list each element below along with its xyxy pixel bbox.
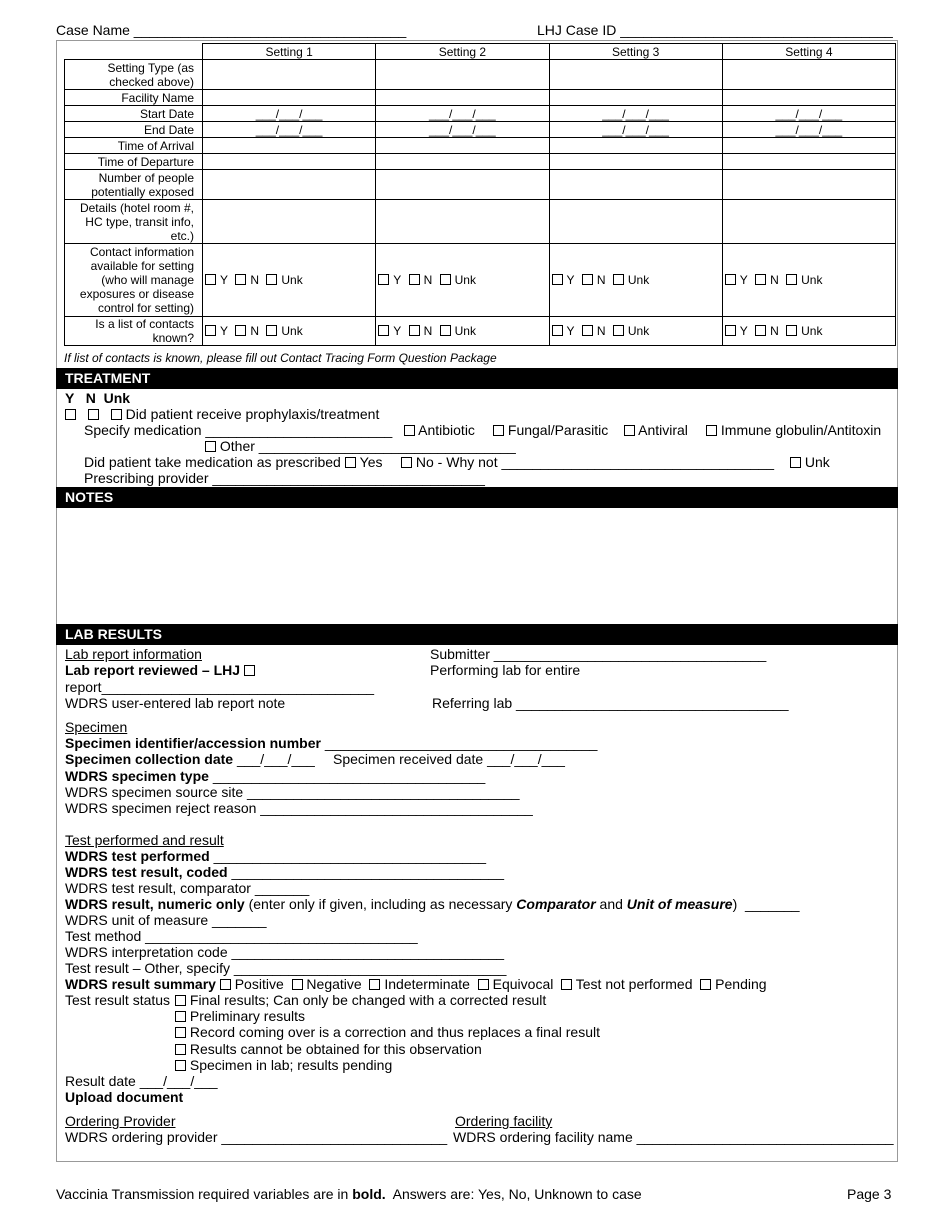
settings-table: [64, 43, 896, 346]
no-label: N: [596, 324, 606, 338]
test-result-coded-label: WDRS test result, coded: [65, 864, 228, 880]
status-option-preliminary: [175, 1008, 305, 1024]
unk-checkbox[interactable]: [790, 457, 801, 468]
yes-checkbox[interactable]: [205, 274, 216, 285]
lab-results-section-bar: LAB RESULTS: [56, 624, 898, 645]
no-label: N: [250, 273, 260, 287]
took-yes-option: [345, 454, 382, 470]
no-checkbox[interactable]: [88, 409, 99, 420]
date-field[interactable]: ___/___/___: [203, 106, 376, 122]
specimen-collection-label: Specimen collection date: [65, 751, 234, 767]
unit-of-measure-field[interactable]: WDRS unit of measure _______: [65, 912, 267, 928]
specimen-collection-row: [65, 751, 315, 767]
cell-input[interactable]: [376, 154, 549, 170]
unk-label: Unk: [281, 273, 303, 287]
antibiotic-option: [404, 422, 475, 438]
date-field[interactable]: ___/___/___: [722, 106, 895, 122]
cell-input[interactable]: [376, 138, 549, 154]
no-checkbox[interactable]: [582, 325, 593, 336]
ynu-group: [722, 244, 895, 317]
referring-lab-field[interactable]: Referring lab ___________________________________: [432, 695, 789, 711]
submitter-field[interactable]: Submitter ___________________________________: [430, 646, 767, 662]
footer-text-b: Answers are: Yes, No, Unknown to case: [385, 1186, 642, 1202]
ordering-provider-heading: Ordering Provider: [65, 1113, 176, 1129]
cell-input[interactable]: [549, 138, 722, 154]
unk-checkbox[interactable]: [111, 409, 122, 420]
yes-label: Y: [393, 273, 402, 287]
comparator-text: Comparator: [516, 896, 596, 912]
unit-of-measure-text: Unit of measure: [626, 896, 733, 912]
yes-label: Y: [393, 324, 402, 338]
table-row: [65, 317, 896, 346]
no-label: N: [770, 273, 779, 287]
table-header-row: [65, 44, 896, 60]
table-row: [65, 138, 896, 154]
unk-label: Unk: [804, 454, 830, 470]
cell-input[interactable]: [203, 154, 376, 170]
ordering-provider-field[interactable]: WDRS ordering provider _____________________________: [65, 1129, 448, 1145]
prophylaxis-row: [65, 406, 379, 422]
row-label-facility-name: Facility Name: [65, 90, 203, 106]
table-row: [65, 154, 896, 170]
immune-globulin-checkbox[interactable]: [706, 425, 717, 436]
date-field[interactable]: ___/___/___: [549, 106, 722, 122]
final-results-label: Final results; Can only be changed with a corrected result: [189, 992, 547, 1008]
cell-input[interactable]: [203, 60, 376, 90]
date-field[interactable]: ___/___/___: [203, 122, 376, 138]
took-medication-label: Did patient take medication as prescribed: [84, 454, 341, 470]
no-label: N: [770, 324, 779, 338]
lab-report-reviewed-row: [65, 662, 255, 678]
row-label-setting-type: Setting Type (as checked above): [65, 60, 203, 90]
test-performed-heading: Test performed and result: [65, 832, 224, 848]
cell-input[interactable]: [203, 138, 376, 154]
correction-checkbox[interactable]: [175, 1027, 186, 1038]
no-checkbox[interactable]: [401, 457, 412, 468]
specimen-identifier-label: Specimen identifier/accession number: [65, 735, 321, 751]
lab-report-info-heading: Lab report information: [65, 646, 202, 662]
yes-label: Y: [220, 324, 229, 338]
cell-input[interactable]: [549, 90, 722, 106]
specimen-identifier-field[interactable]: ___________________________________: [320, 735, 598, 751]
took-no-option: [401, 454, 774, 470]
result-numeric-blank: ) _______: [732, 896, 800, 912]
yes-checkbox[interactable]: [378, 274, 389, 285]
ynu-column-header: Y N Unk: [65, 390, 131, 406]
result-date-field[interactable]: Result date ___/___/___: [65, 1073, 218, 1089]
and-text: and: [595, 896, 627, 912]
footer-note: [56, 1186, 642, 1202]
cell-input[interactable]: [376, 200, 549, 244]
result-numeric-text: (enter only if given, including as necessary: [244, 896, 517, 912]
specimen-identifier-row: [65, 735, 597, 751]
status-option-cannot-obtain: [175, 1041, 482, 1057]
date-field[interactable]: ___/___/___: [722, 122, 895, 138]
unk-label: Unk: [627, 273, 650, 287]
test-result-coded-row: [65, 864, 504, 880]
unk-label: Unk: [281, 324, 303, 338]
antiviral-option: [624, 422, 688, 438]
test-method-field[interactable]: Test method ___________________________________: [65, 928, 418, 944]
cannot-obtain-checkbox[interactable]: [175, 1044, 186, 1055]
antibiotic-checkbox[interactable]: [404, 425, 415, 436]
column-header: Setting 1: [203, 44, 376, 60]
footer-text-a: Vaccinia Transmission required variables are in: [56, 1186, 353, 1202]
cell-input[interactable]: [203, 170, 376, 200]
footer-bold: bold.: [352, 1186, 386, 1202]
antiviral-label: Antiviral: [638, 422, 688, 438]
test-result-status-label: Test result status: [65, 992, 171, 1008]
row-label-start-date: Start Date: [65, 106, 203, 122]
preliminary-results-label: Preliminary results: [189, 1008, 306, 1024]
unk-label: Unk: [454, 324, 476, 338]
status-option-final: [175, 992, 546, 1008]
cell-input[interactable]: [203, 200, 376, 244]
antiviral-checkbox[interactable]: [624, 425, 635, 436]
ynu-group: [376, 317, 549, 346]
row-label-time-arrival: Time of Arrival: [65, 138, 203, 154]
ynu-group: [203, 317, 376, 346]
cell-input[interactable]: [722, 60, 895, 90]
indeterminate-label: Indeterminate: [384, 976, 470, 992]
table-row: [65, 244, 896, 317]
page-number: Page 3: [847, 1186, 892, 1202]
test-performed-row: [65, 848, 486, 864]
unk-checkbox[interactable]: [786, 325, 797, 336]
table-row: [65, 60, 896, 90]
status-option-in-lab: [175, 1057, 392, 1073]
no-checkbox[interactable]: [582, 274, 593, 285]
cell-input[interactable]: [376, 60, 549, 90]
cell-input[interactable]: [722, 90, 895, 106]
table-row: [65, 200, 896, 244]
yes-checkbox[interactable]: [345, 457, 356, 468]
positive-checkbox[interactable]: [220, 979, 231, 990]
positive-label: Positive: [234, 976, 284, 992]
antibiotic-label: Antibiotic: [418, 422, 475, 438]
cell-input[interactable]: [376, 90, 549, 106]
specimen-collection-date-field[interactable]: ___/___/___: [233, 751, 315, 767]
specimen-heading: Specimen: [65, 719, 128, 735]
unk-label: Unk: [454, 273, 476, 287]
contact-tracing-note: If list of contacts is known, please fill out Contact Tracing Form Question Package: [64, 351, 497, 365]
no-checkbox[interactable]: [409, 274, 420, 285]
fungal-parasitic-label: Fungal/Parasitic: [507, 422, 609, 438]
specimen-type-field[interactable]: ___________________________________: [208, 768, 486, 784]
performing-lab-label: Performing lab for entire: [430, 662, 581, 678]
notes-area[interactable]: [56, 508, 898, 624]
no-checkbox[interactable]: [409, 325, 420, 336]
unk-label: Unk: [801, 273, 823, 287]
row-label-time-departure: Time of Departure: [65, 154, 203, 170]
yes-checkbox[interactable]: [378, 325, 389, 336]
in-lab-checkbox[interactable]: [175, 1060, 186, 1071]
no-checkbox[interactable]: [755, 274, 766, 285]
result-summary-label: WDRS result summary: [65, 976, 216, 992]
immune-globulin-label: Immune globulin/Antitoxin: [720, 422, 882, 438]
specimen-reject-reason-field[interactable]: WDRS specimen reject reason ___________________________________: [65, 800, 533, 816]
preliminary-results-checkbox[interactable]: [175, 1011, 186, 1022]
yes-checkbox[interactable]: [552, 274, 563, 285]
result-other-field[interactable]: Test result – Other, specify ___________________________________: [65, 960, 507, 976]
ynu-group: [722, 317, 895, 346]
date-field[interactable]: ___/___/___: [376, 122, 549, 138]
date-field[interactable]: ___/___/___: [376, 106, 549, 122]
other-checkbox[interactable]: [205, 441, 216, 452]
yes-checkbox[interactable]: [65, 409, 76, 420]
no-label: N: [423, 324, 433, 338]
yes-checkbox[interactable]: [725, 325, 736, 336]
result-summary-row: [65, 976, 767, 992]
pending-label: Pending: [715, 976, 767, 992]
test-result-comparator-field[interactable]: WDRS test result, comparator _______: [65, 880, 310, 896]
user-note-label: WDRS user-entered lab report note: [65, 695, 286, 711]
prophylaxis-label: Did patient receive prophylaxis/treatment: [125, 406, 380, 422]
yes-checkbox[interactable]: [725, 274, 736, 285]
no-checkbox[interactable]: [235, 274, 246, 285]
lab-report-reviewed-checkbox[interactable]: [244, 665, 255, 676]
column-header: Setting 3: [549, 44, 722, 60]
row-label-contact-info: Contact information available for setting (who will manage exposures or disease control for setting): [65, 244, 203, 317]
yes-label: Y: [566, 324, 575, 338]
ynu-group: [549, 317, 722, 346]
unk-checkbox[interactable]: [266, 325, 277, 336]
cell-input[interactable]: [203, 90, 376, 106]
pending-checkbox[interactable]: [700, 979, 711, 990]
column-header: Setting 4: [722, 44, 895, 60]
unk-checkbox[interactable]: [613, 274, 624, 285]
interpretation-code-field[interactable]: WDRS interpretation code ___________________________________: [65, 944, 505, 960]
date-field[interactable]: ___/___/___: [549, 122, 722, 138]
ynu-group: [549, 244, 722, 317]
no-label: N: [596, 273, 606, 287]
treatment-section-bar: TREATMENT: [56, 368, 898, 389]
row-label-num-people: Number of people potentially exposed: [65, 170, 203, 200]
negative-checkbox[interactable]: [292, 979, 303, 990]
test-performed-label: WDRS test performed: [65, 848, 210, 864]
cell-input[interactable]: [722, 138, 895, 154]
took-unk-option: [790, 454, 830, 470]
unk-label: Unk: [627, 324, 650, 338]
unk-checkbox[interactable]: [440, 325, 451, 336]
table-row: [65, 122, 896, 138]
column-header: Setting 2: [376, 44, 549, 60]
unk-checkbox[interactable]: [266, 274, 277, 285]
cell-input[interactable]: [549, 154, 722, 170]
case-name-field[interactable]: Case Name ___________________________________: [56, 22, 407, 38]
row-label-list-contacts: Is a list of contacts known?: [65, 317, 203, 346]
fungal-parasitic-option: [493, 422, 608, 438]
row-label-details: Details (hotel room #, HC type, transit info, etc.): [65, 200, 203, 244]
specimen-type-row: [65, 768, 485, 784]
other-medication-option: [205, 438, 516, 454]
yes-label: Y: [566, 273, 575, 287]
upload-document-link[interactable]: Upload document: [65, 1089, 184, 1105]
ordering-facility-heading: Ordering facility: [455, 1113, 553, 1129]
specimen-source-site-field[interactable]: WDRS specimen source site ___________________________________: [65, 784, 520, 800]
status-option-correction: [175, 1024, 600, 1040]
cell-input[interactable]: [722, 170, 895, 200]
cell-input[interactable]: [722, 154, 895, 170]
no-why-not-field[interactable]: No - Why not ___________________________________: [415, 454, 774, 470]
yes-checkbox[interactable]: [205, 325, 216, 336]
ordering-facility-field[interactable]: WDRS ordering facility name _________________________________: [453, 1129, 894, 1145]
test-result-coded-field[interactable]: ___________________________________: [227, 864, 504, 880]
table-row: [65, 90, 896, 106]
prescribing-provider-field[interactable]: Prescribing provider ___________________________________: [84, 470, 485, 486]
immune-globulin-option: [706, 422, 881, 438]
yes-label: Y: [220, 273, 229, 287]
table-row: [65, 170, 896, 200]
no-label: N: [250, 324, 260, 338]
test-performed-field[interactable]: ___________________________________: [209, 848, 487, 864]
cell-input[interactable]: [549, 60, 722, 90]
equivocal-label: Equivocal: [492, 976, 554, 992]
correction-label: Record coming over is a correction and thus replaces a final result: [189, 1024, 600, 1040]
no-checkbox[interactable]: [235, 325, 246, 336]
cell-input[interactable]: [549, 200, 722, 244]
unk-checkbox[interactable]: [613, 325, 624, 336]
final-results-checkbox[interactable]: [175, 995, 186, 1006]
yes-label: Y: [739, 324, 748, 338]
table-row: [65, 106, 896, 122]
unk-checkbox[interactable]: [786, 274, 797, 285]
row-label-end-date: End Date: [65, 122, 203, 138]
in-lab-label: Specimen in lab; results pending: [189, 1057, 393, 1073]
fungal-parasitic-checkbox[interactable]: [493, 425, 504, 436]
ynu-group: [203, 244, 376, 317]
no-label: N: [423, 273, 433, 287]
yes-label: Yes: [359, 454, 383, 470]
notes-section-bar: NOTES: [56, 487, 898, 508]
yes-label: Y: [739, 273, 748, 287]
lhj-case-id-field[interactable]: LHJ Case ID ___________________________________: [537, 22, 893, 38]
result-numeric-label: WDRS result, numeric only: [65, 896, 245, 912]
indeterminate-checkbox[interactable]: [369, 979, 380, 990]
cannot-obtain-label: Results cannot be obtained for this observation: [189, 1041, 482, 1057]
yes-checkbox[interactable]: [552, 325, 563, 336]
no-checkbox[interactable]: [755, 325, 766, 336]
lab-report-reviewed-label: Lab report reviewed – LHJ: [65, 662, 241, 678]
cell-input[interactable]: [549, 170, 722, 200]
cell-input[interactable]: [722, 200, 895, 244]
equivocal-checkbox[interactable]: [478, 979, 489, 990]
report-field[interactable]: report___________________________________: [65, 679, 375, 695]
unk-label: Unk: [801, 324, 823, 338]
specify-medication-field[interactable]: Specify medication ________________________: [84, 422, 393, 438]
specimen-received-date-field[interactable]: Specimen received date ___/___/___: [333, 751, 565, 767]
unk-checkbox[interactable]: [440, 274, 451, 285]
test-not-performed-checkbox[interactable]: [561, 979, 572, 990]
specimen-type-label: WDRS specimen type: [65, 768, 209, 784]
other-field[interactable]: Other _________________________________: [219, 438, 516, 454]
ynu-group: [376, 244, 549, 317]
cell-input[interactable]: [376, 170, 549, 200]
negative-label: Negative: [306, 976, 362, 992]
result-numeric-row[interactable]: [65, 896, 800, 912]
test-not-performed-label: Test not performed: [575, 976, 693, 992]
